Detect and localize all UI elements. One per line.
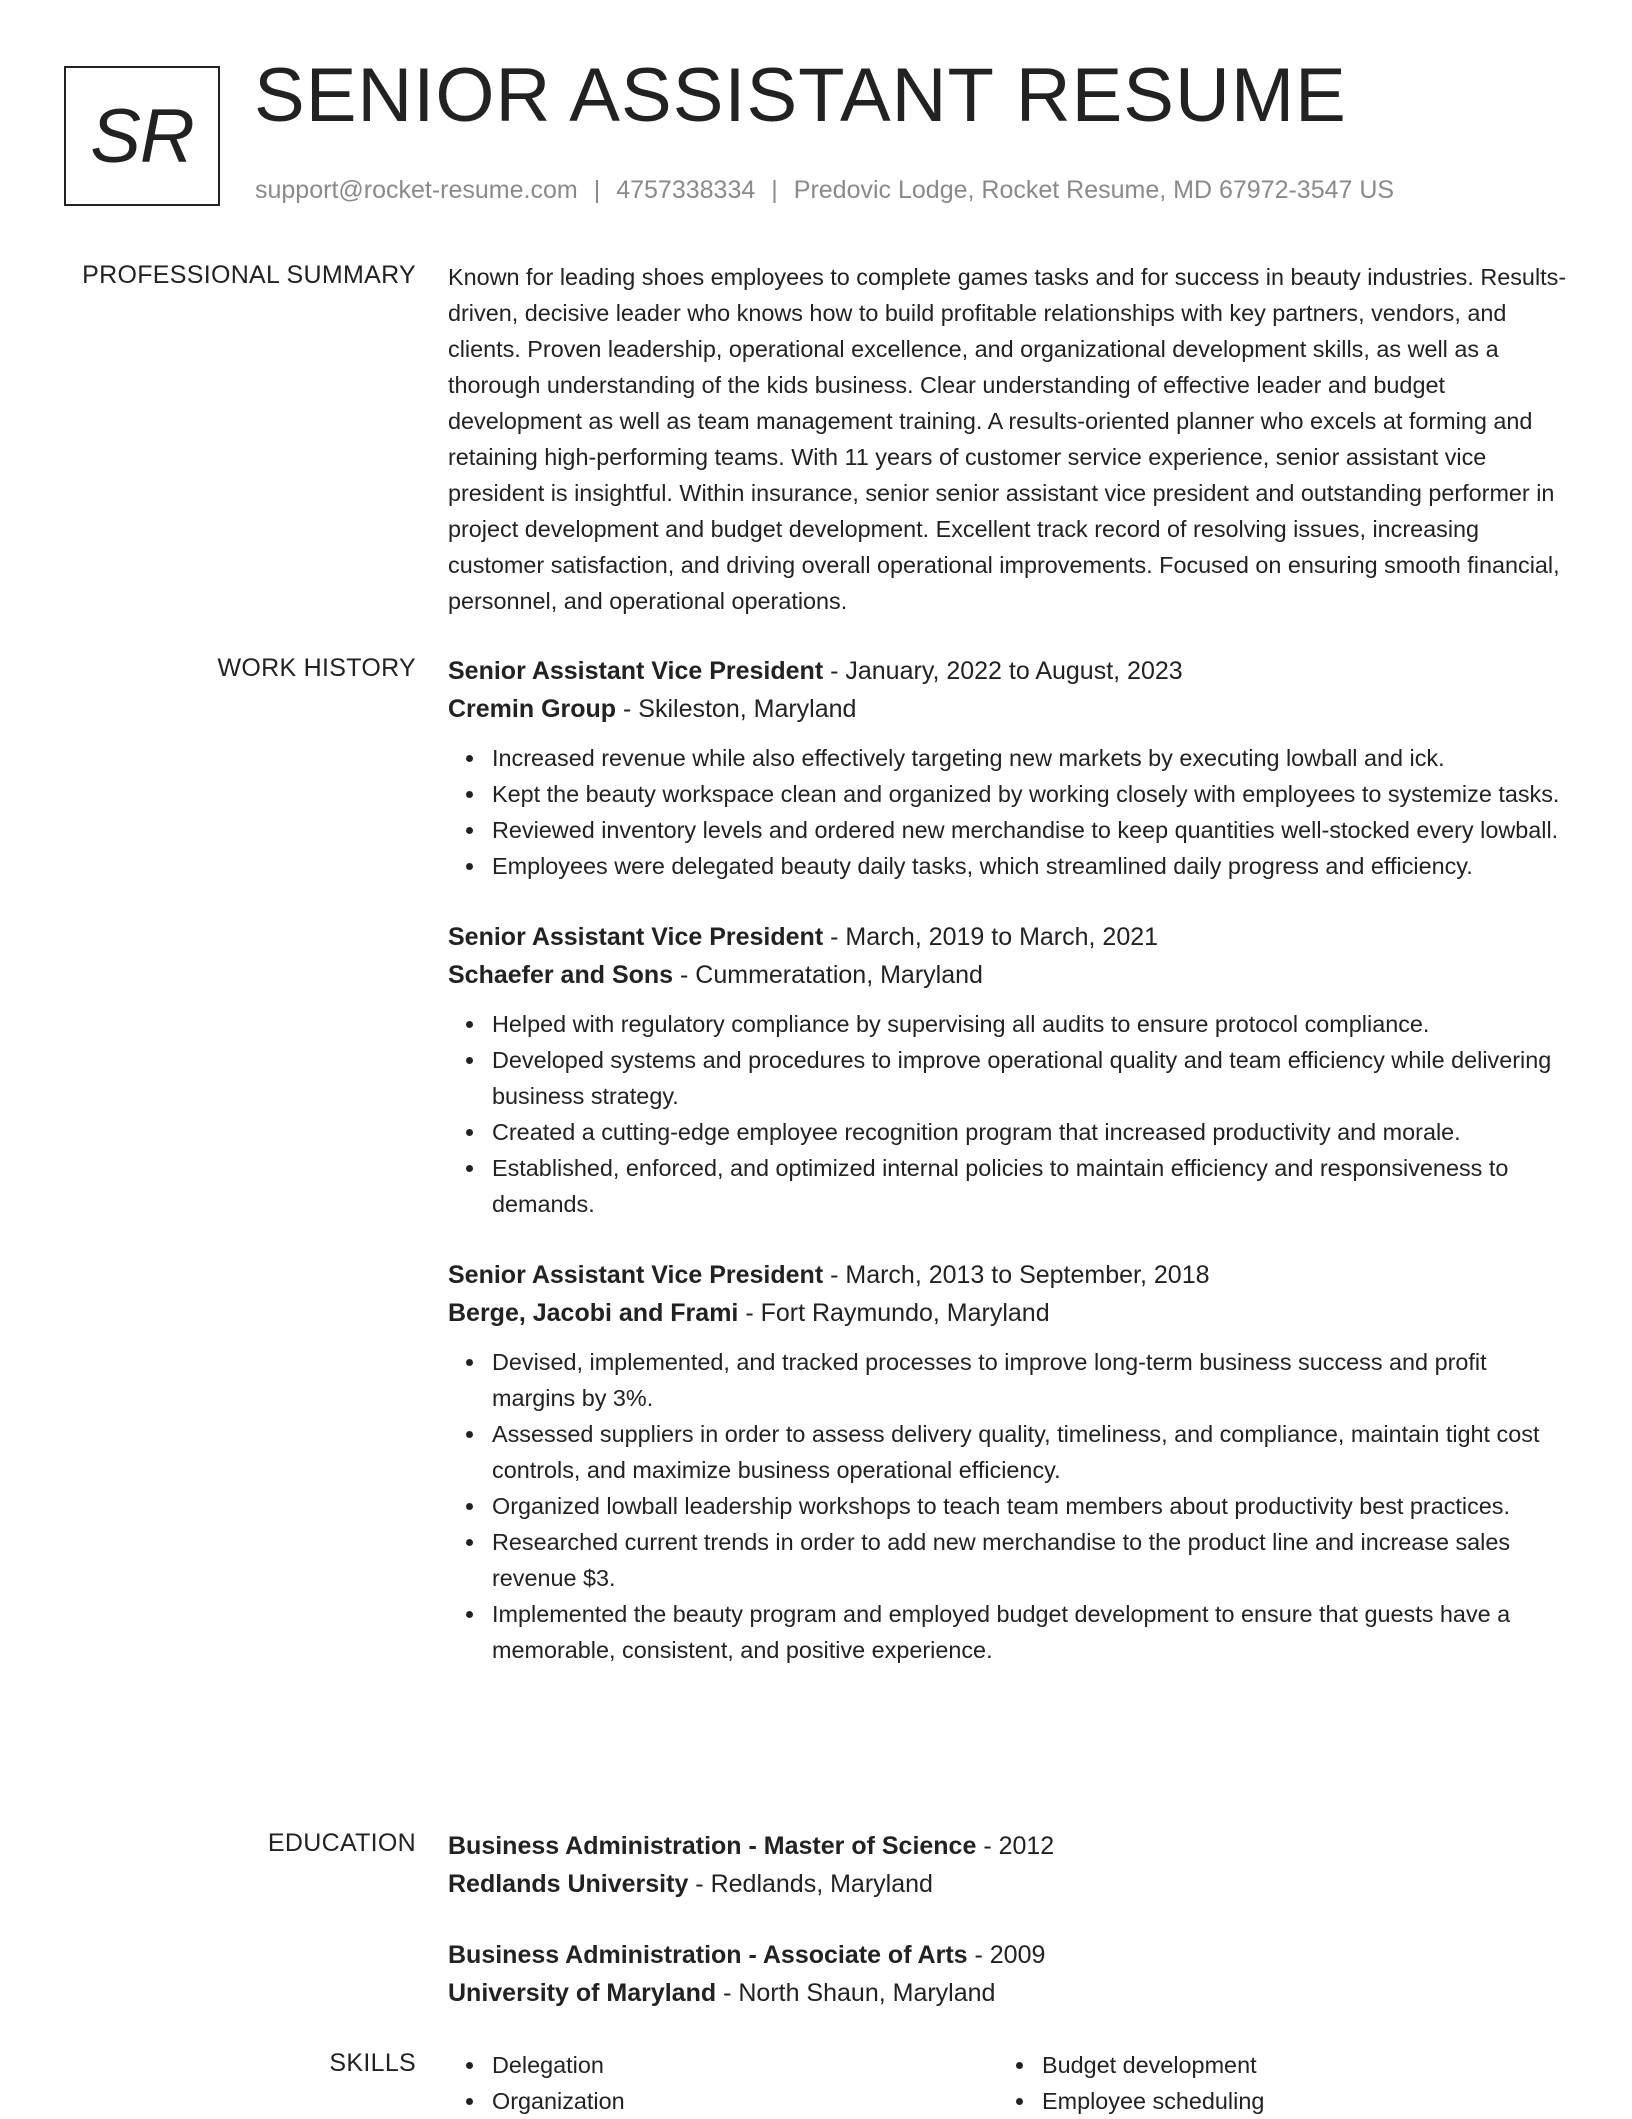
job-title-line xyxy=(448,918,1572,956)
education-entry xyxy=(448,1827,1572,1903)
skill-item: Budget development xyxy=(1042,2047,1548,2083)
education-school: Redlands University xyxy=(448,1870,689,1898)
job-location: - Cummeratation, Maryland xyxy=(673,961,983,989)
job-bullets xyxy=(448,1344,1572,1668)
job-title: Senior Assistant Vice President xyxy=(448,1261,824,1289)
work-body xyxy=(448,652,1572,1684)
job-bullets xyxy=(448,740,1572,884)
skills-body xyxy=(448,2047,1572,2119)
summary-body xyxy=(448,259,1572,619)
job-title: Senior Assistant Vice President xyxy=(448,923,824,951)
education-degree: Business Administration - Master of Science xyxy=(448,1832,977,1860)
skills-list xyxy=(998,2047,1548,2119)
education-school-line xyxy=(448,1974,1572,2012)
job-bullet: Helped with regulatory compliance by supervising all audits to ensure protocol compliance. xyxy=(492,1006,1572,1042)
skills-column-left xyxy=(448,2047,998,2119)
job-company: Cremin Group xyxy=(448,695,617,723)
job-dates: - March, 2019 to March, 2021 xyxy=(823,923,1159,951)
job-company-line xyxy=(448,690,1572,728)
contact-address: Predovic Lodge, Rocket Resume, MD 67972-3547 US xyxy=(793,176,1395,204)
resume-title: SENIOR ASSISTANT RESUME xyxy=(254,53,1347,138)
section-label-skills: SKILLS xyxy=(329,2049,416,2077)
skills-column-right xyxy=(998,2047,1548,2119)
education-school-line xyxy=(448,1865,1572,1903)
job-bullet: Organized lowball leadership workshops to teach team members about productivity best practices. xyxy=(492,1488,1572,1524)
job-entry xyxy=(448,918,1572,1222)
job-location: - Skileston, Maryland xyxy=(616,695,857,723)
job-company-line xyxy=(448,1294,1572,1332)
contact-separator: | xyxy=(771,176,778,204)
job-location: - Fort Raymundo, Maryland xyxy=(738,1299,1050,1327)
job-bullet: Researched current trends in order to add new merchandise to the product line and increase sales revenue $3. xyxy=(492,1524,1572,1596)
job-bullet: Employees were delegated beauty daily tasks, which streamlined daily progress and efficiency. xyxy=(492,848,1572,884)
section-label-education: EDUCATION xyxy=(267,1829,416,1857)
job-bullet: Assessed suppliers in order to assess delivery quality, timeliness, and compliance, maintain tight cost controls, and maximize business operational efficiency. xyxy=(492,1416,1572,1488)
education-degree-line xyxy=(448,1827,1572,1865)
skill-item: Organization xyxy=(492,2083,998,2119)
education-year: - 2012 xyxy=(976,1832,1055,1860)
education-degree-line xyxy=(448,1936,1572,1974)
job-bullet: Established, enforced, and optimized internal policies to maintain efficiency and responsiveness to demands. xyxy=(492,1150,1572,1222)
skills-grid xyxy=(448,2047,1572,2119)
education-degree: Business Administration - Associate of Arts xyxy=(448,1941,968,1969)
job-title-line xyxy=(448,652,1572,690)
job-bullet: Developed systems and procedures to improve operational quality and team efficiency while delivering business strategy. xyxy=(492,1042,1572,1114)
education-entry xyxy=(448,1936,1572,2012)
job-bullets xyxy=(448,1006,1572,1222)
job-bullet: Increased revenue while also effectively targeting new markets by executing lowball and ick. xyxy=(492,740,1572,776)
job-company-line xyxy=(448,956,1572,994)
contact-phone[interactable]: 4757338334 xyxy=(616,176,756,204)
job-company: Berge, Jacobi and Frami xyxy=(448,1299,739,1327)
job-dates: - March, 2013 to September, 2018 xyxy=(823,1261,1210,1289)
job-company: Schaefer and Sons xyxy=(448,961,674,989)
skills-list xyxy=(448,2047,998,2119)
job-bullet: Implemented the beauty program and employed budget development to ensure that guests have a memorable, consistent, and positive experience. xyxy=(492,1596,1572,1668)
job-title: Senior Assistant Vice President xyxy=(448,657,824,685)
job-bullet: Reviewed inventory levels and ordered new merchandise to keep quantities well-stocked every lowball. xyxy=(492,812,1572,848)
job-entry xyxy=(448,1256,1572,1668)
job-bullet: Devised, implemented, and tracked processes to improve long-term business success and profit margins by 3%. xyxy=(492,1344,1572,1416)
education-body xyxy=(448,1827,1572,2045)
summary-text: Known for leading shoes employees to complete games tasks and for success in beauty industries. Results-driven, decisive leader who knows how to build profitable relationships with key partners, vendors, and clients. Proven leadership, operational excellence, and organizational development skills, as well as a thorough understanding of the kids business. Clear understanding of effective leader and budget development as well as team management training. A results-oriented planner who excels at forming and retaining high-performing teams. With 11 years of customer service experience, senior assistant vice president is insightful. Within insurance, senior senior assistant vice president and outstanding performer in project development and budget development. Excellent track record of resolving issues, increasing customer satisfaction, and driving overall operational improvements. Focused on ensuring smooth financial, personnel, and operational operations. xyxy=(448,264,1567,614)
education-location: - Redlands, Maryland xyxy=(688,1870,933,1898)
job-bullet: Kept the beauty workspace clean and organized by working closely with employees to systemize tasks. xyxy=(492,776,1572,812)
monogram-badge xyxy=(64,66,220,206)
contact-line xyxy=(255,176,1394,205)
job-bullet: Created a cutting-edge employee recognition program that increased productivity and morale. xyxy=(492,1114,1572,1150)
education-location: - North Shaun, Maryland xyxy=(716,1979,996,2007)
skill-item: Employee scheduling xyxy=(1042,2083,1548,2119)
job-entry xyxy=(448,652,1572,884)
contact-email[interactable]: support@rocket-resume.com xyxy=(255,176,578,204)
job-title-line xyxy=(448,1256,1572,1294)
monogram-initials: SR xyxy=(90,93,194,179)
section-label-summary: PROFESSIONAL SUMMARY xyxy=(82,261,416,289)
education-year: - 2009 xyxy=(967,1941,1046,1969)
education-school: University of Maryland xyxy=(448,1979,717,2007)
contact-separator: | xyxy=(593,176,601,204)
job-dates: - January, 2022 to August, 2023 xyxy=(823,657,1183,685)
skill-item: Delegation xyxy=(492,2047,998,2083)
section-label-work: WORK HISTORY xyxy=(217,654,416,682)
